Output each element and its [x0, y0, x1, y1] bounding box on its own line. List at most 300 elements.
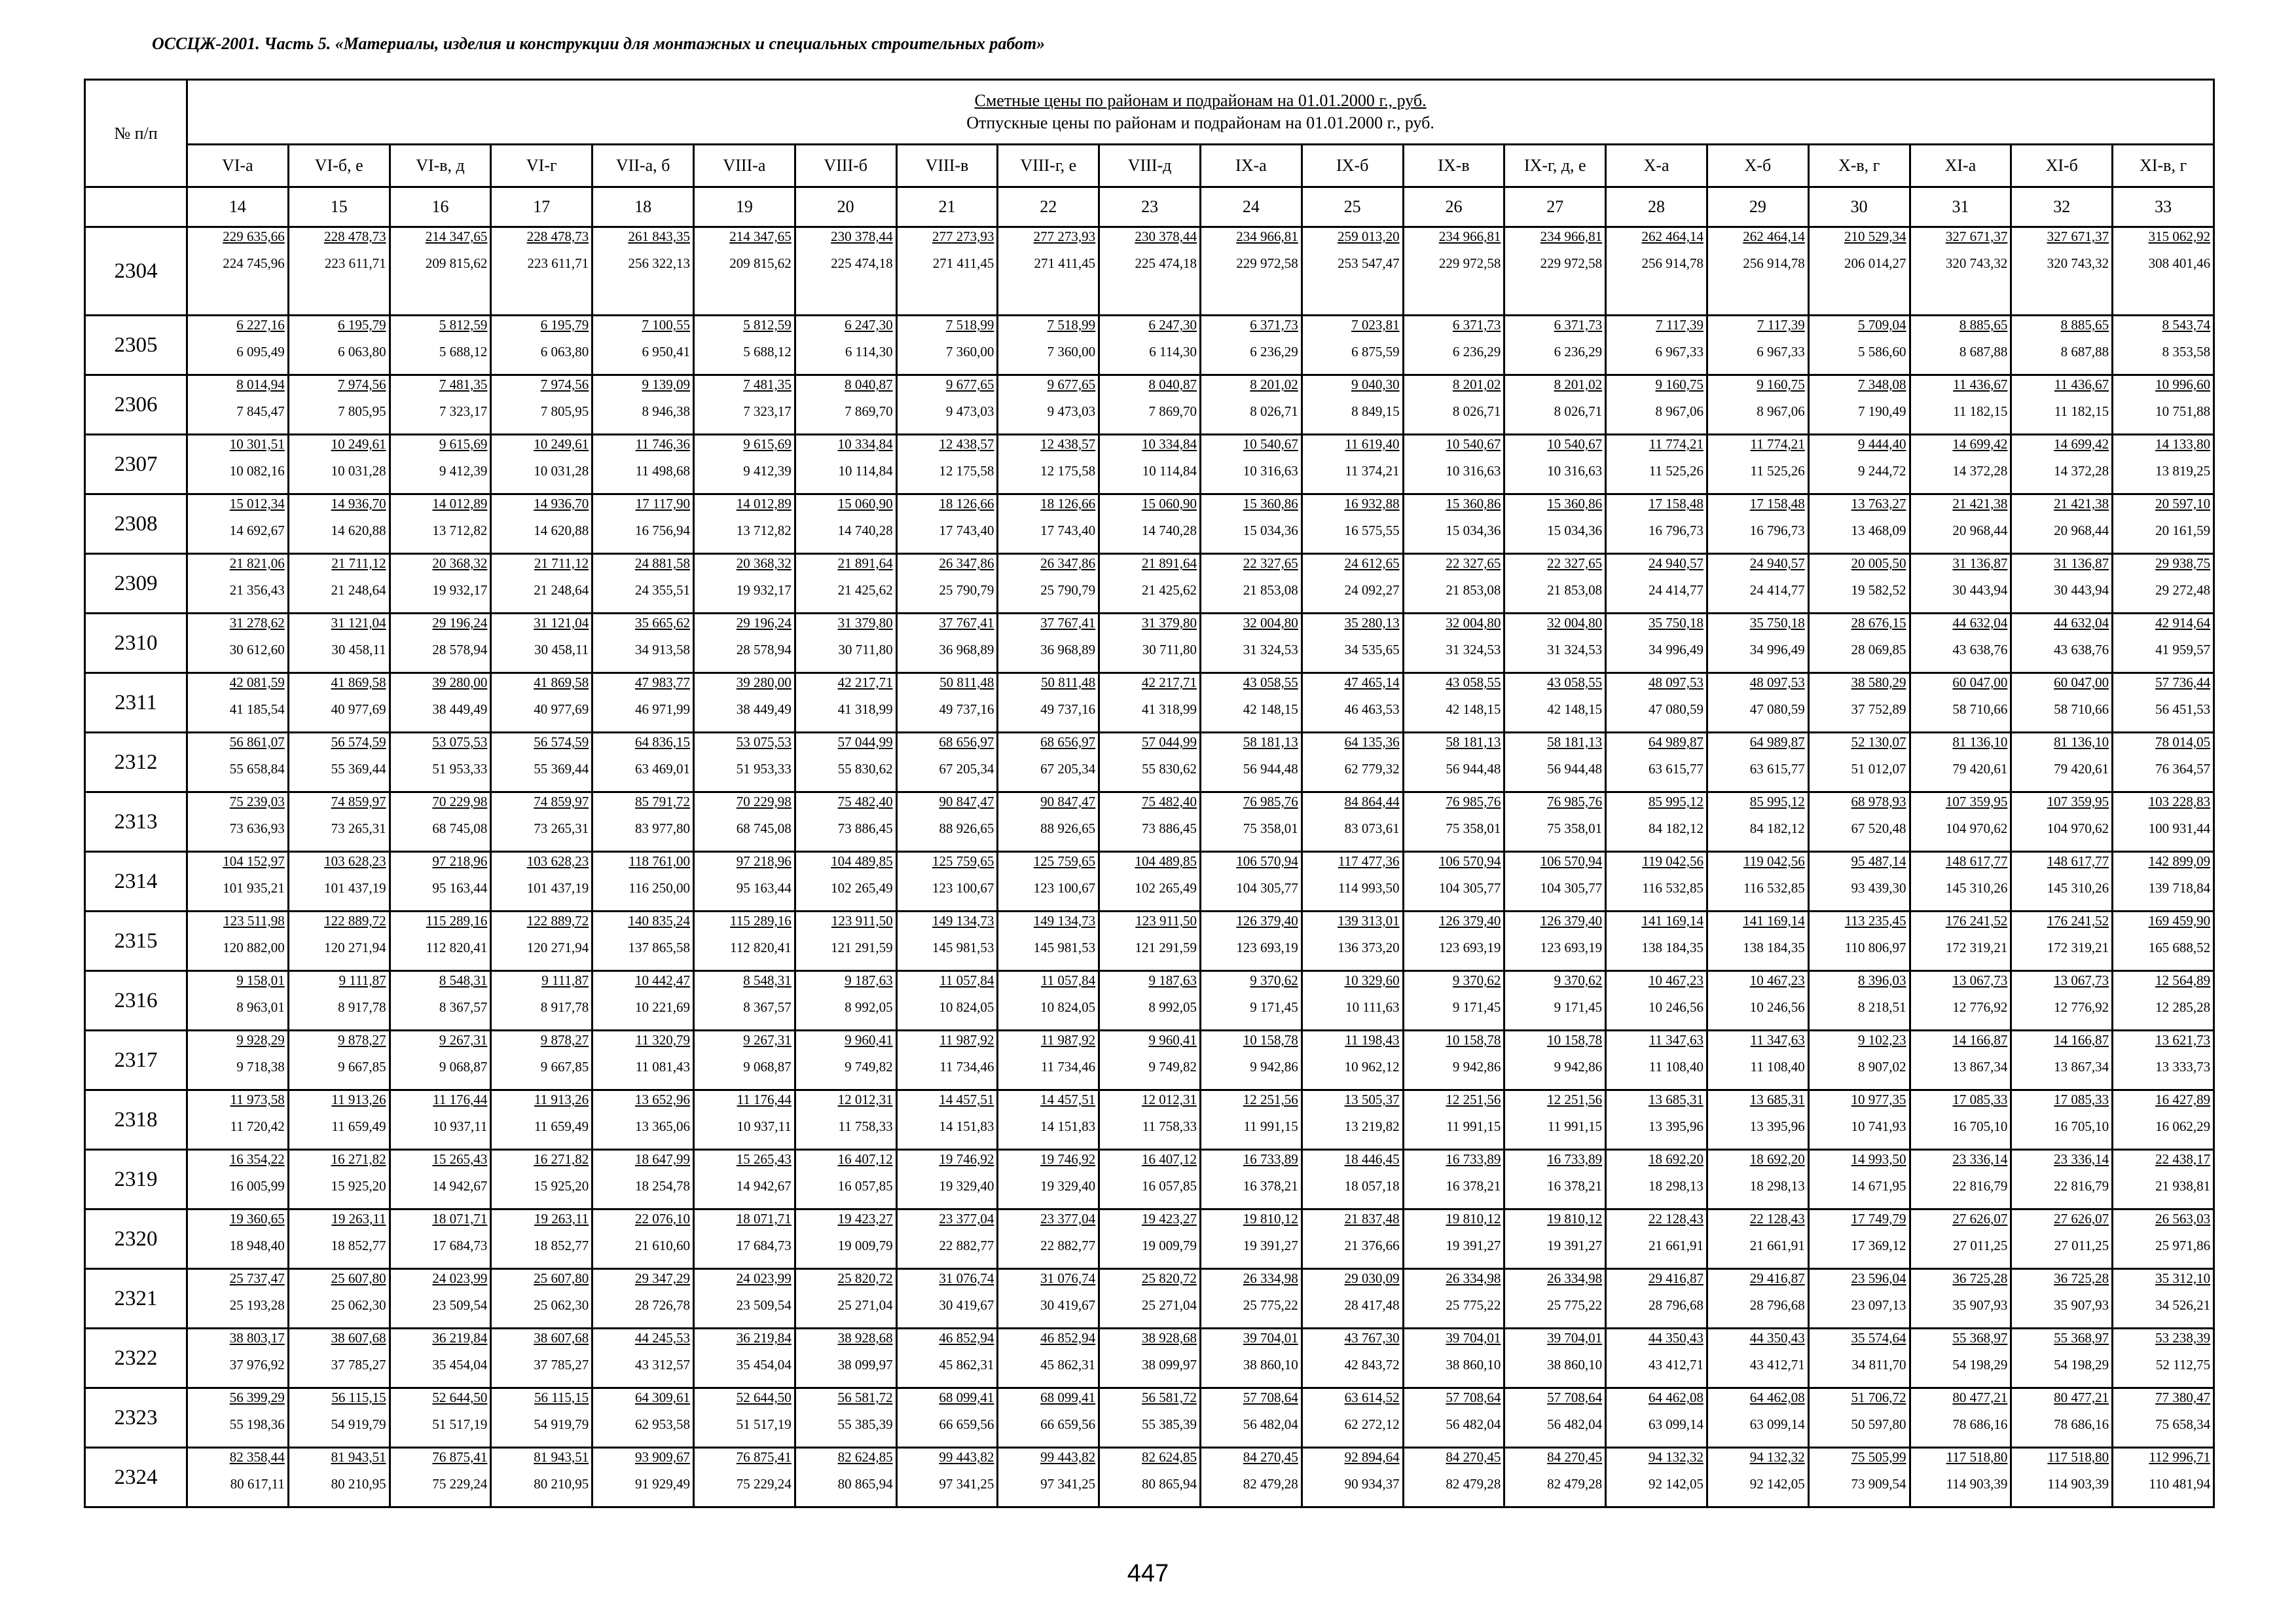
estimated-price: 11 347,63 [1750, 1032, 1805, 1048]
price-cell [2011, 1388, 2113, 1448]
estimated-price: 24 881,58 [634, 555, 690, 571]
table-row [85, 1329, 2214, 1388]
wholesale-price: 8 967,06 [1757, 403, 1805, 419]
wholesale-price: 13 867,34 [2054, 1059, 2109, 1075]
wholesale-price: 19 009,79 [837, 1238, 893, 1253]
wholesale-price: 14 620,88 [534, 523, 589, 538]
wholesale-price: 14 671,95 [1851, 1178, 1906, 1194]
price-cell [998, 227, 1099, 316]
estimated-price: 210 529,34 [1844, 229, 1906, 244]
price-cell [288, 1269, 390, 1329]
price-cell [795, 554, 896, 614]
estimated-price: 42 217,71 [1141, 674, 1197, 690]
price-cell [2113, 435, 2214, 494]
estimated-price: 176 241,52 [1945, 913, 2008, 929]
price-cell [288, 733, 390, 792]
price-cell [693, 1090, 795, 1150]
wholesale-price: 38 860,10 [1446, 1357, 1501, 1373]
wholesale-price: 16 005,99 [229, 1178, 285, 1194]
table-row [85, 554, 2214, 614]
wholesale-price: 25 790,79 [939, 582, 994, 598]
price-cell [288, 375, 390, 435]
price-cell [2011, 733, 2113, 792]
price-cell [998, 673, 1099, 733]
estimated-price: 13 067,73 [2054, 972, 2109, 988]
estimated-price: 70 229,98 [736, 794, 792, 809]
estimated-price: 22 327,65 [1243, 555, 1298, 571]
wholesale-price: 145 310,26 [2047, 880, 2109, 896]
estimated-price: 47 465,14 [1344, 674, 1400, 690]
estimated-price: 141 169,14 [1641, 913, 1704, 929]
wholesale-price: 19 329,40 [939, 1178, 994, 1194]
price-cell [1200, 971, 1302, 1031]
estimated-price: 7 974,56 [338, 377, 386, 392]
wholesale-price: 56 482,04 [1446, 1416, 1501, 1432]
wholesale-price: 8 218,51 [1858, 999, 1906, 1015]
estimated-price: 27 626,07 [1952, 1211, 2008, 1227]
estimated-price: 9 615,69 [439, 436, 488, 452]
price-cell [1403, 375, 1504, 435]
estimated-price: 9 960,41 [1148, 1032, 1197, 1048]
estimated-price: 10 977,35 [1851, 1092, 1906, 1107]
wholesale-price: 229 972,58 [1438, 255, 1501, 271]
price-cell [693, 673, 795, 733]
table-row [85, 733, 2214, 792]
estimated-price: 58 181,13 [1547, 734, 1603, 750]
wholesale-price: 5 688,12 [743, 344, 792, 360]
wholesale-price: 100 931,44 [2148, 821, 2211, 836]
wholesale-price: 31 324,53 [1547, 642, 1603, 657]
price-cell [390, 792, 491, 852]
estimated-price: 99 443,82 [1040, 1449, 1096, 1465]
wholesale-price: 229 972,58 [1540, 255, 1603, 271]
wholesale-price: 9 244,72 [1858, 463, 1906, 479]
estimated-price: 43 058,55 [1243, 674, 1298, 690]
price-cell [998, 792, 1099, 852]
column-number: 30 [1808, 187, 1910, 227]
wholesale-price: 16 796,73 [1749, 523, 1805, 538]
wholesale-price: 43 412,71 [1749, 1357, 1805, 1373]
price-cell [1707, 1388, 1808, 1448]
price-cell [1707, 375, 1808, 435]
price-cell [288, 1031, 390, 1090]
estimated-price: 35 312,10 [2155, 1270, 2211, 1286]
price-cell [896, 1448, 998, 1507]
estimated-price: 90 847,47 [1040, 794, 1096, 809]
wholesale-price: 41 318,99 [1141, 701, 1197, 717]
wholesale-price: 19 932,17 [432, 582, 488, 598]
price-cell [390, 435, 491, 494]
wholesale-price: 116 532,85 [1642, 880, 1704, 896]
table-row [85, 912, 2214, 971]
price-cell [2011, 1150, 2113, 1209]
price-cell [491, 614, 592, 673]
price-cell [1099, 1269, 1201, 1329]
price-cell [491, 852, 592, 912]
price-cell [2011, 673, 2113, 733]
price-cell [1606, 1209, 1707, 1269]
estimated-price: 23 336,14 [1952, 1151, 2008, 1167]
estimated-price: 76 985,76 [1243, 794, 1298, 809]
estimated-price: 14 166,87 [1952, 1032, 2008, 1048]
column-number-blank [85, 187, 187, 227]
wholesale-price: 7 869,70 [1148, 403, 1197, 419]
estimated-price: 35 280,13 [1344, 615, 1400, 631]
price-cell [1910, 435, 2011, 494]
wholesale-price: 145 310,26 [1945, 880, 2008, 896]
wholesale-price: 123 693,19 [1236, 940, 1298, 955]
price-cell [2011, 1329, 2113, 1388]
estimated-price: 142 899,09 [2148, 853, 2211, 869]
wholesale-price: 55 385,39 [837, 1416, 893, 1432]
price-cell [1200, 614, 1302, 673]
price-cell [896, 733, 998, 792]
price-cell [1099, 852, 1201, 912]
price-cell [693, 1209, 795, 1269]
wholesale-price: 11 991,15 [1547, 1118, 1603, 1134]
price-cell [1808, 316, 1910, 375]
estimated-price: 327 671,37 [2047, 229, 2109, 244]
price-cell [491, 435, 592, 494]
price-cell [1504, 1269, 1606, 1329]
estimated-price: 10 158,78 [1243, 1032, 1298, 1048]
price-cell [1910, 554, 2011, 614]
wholesale-price: 73 265,31 [534, 821, 589, 836]
table-row [85, 971, 2214, 1031]
wholesale-price: 138 184,35 [1743, 940, 1805, 955]
price-cell [1606, 971, 1707, 1031]
wholesale-price: 45 862,31 [1040, 1357, 1096, 1373]
wholesale-price: 31 324,53 [1243, 642, 1298, 657]
price-cell [998, 1448, 1099, 1507]
column-number: 20 [795, 187, 896, 227]
estimated-price: 214 347,65 [729, 229, 792, 244]
price-cell [1302, 494, 1403, 554]
wholesale-price: 9 068,87 [439, 1059, 488, 1075]
price-cell [187, 554, 289, 614]
region-header: VIII-д [1099, 145, 1201, 187]
wholesale-price: 40 977,69 [534, 701, 589, 717]
wholesale-price: 58 710,66 [2054, 701, 2109, 717]
estimated-price: 119 042,56 [1642, 853, 1704, 869]
wholesale-price: 11 758,33 [1142, 1118, 1197, 1134]
estimated-price: 16 271,82 [534, 1151, 589, 1167]
table-row [85, 1269, 2214, 1329]
column-number: 26 [1403, 187, 1504, 227]
wholesale-price: 116 532,85 [1743, 880, 1805, 896]
wholesale-price: 43 412,71 [1648, 1357, 1704, 1373]
wholesale-price: 14 372,28 [1952, 463, 2008, 479]
price-cell [491, 673, 592, 733]
estimated-price: 22 327,65 [1547, 555, 1603, 571]
estimated-price: 9 677,65 [945, 377, 994, 392]
price-cell [491, 1388, 592, 1448]
wholesale-price: 25 193,28 [229, 1297, 285, 1313]
estimated-price: 81 136,10 [1952, 734, 2008, 750]
estimated-price: 29 196,24 [736, 615, 792, 631]
wholesale-price: 18 948,40 [229, 1238, 285, 1253]
estimated-price: 38 607,68 [331, 1330, 386, 1346]
price-cell [187, 1150, 289, 1209]
price-cell [1606, 852, 1707, 912]
estimated-price: 41 869,58 [331, 674, 386, 690]
wholesale-price: 13 819,25 [2155, 463, 2211, 479]
price-cell [592, 375, 694, 435]
wholesale-price: 229 972,58 [1236, 255, 1298, 271]
estimated-price: 149 134,73 [932, 913, 994, 929]
price-cell [1606, 912, 1707, 971]
price-cell [1200, 1031, 1302, 1090]
wholesale-price: 13 395,96 [1648, 1118, 1704, 1134]
wholesale-price: 82 479,28 [1547, 1476, 1603, 1492]
price-cell [1606, 227, 1707, 316]
estimated-price: 44 350,43 [1749, 1330, 1805, 1346]
table-row [85, 1388, 2214, 1448]
table-row [85, 614, 2214, 673]
estimated-price: 47 983,77 [634, 674, 690, 690]
wholesale-price: 75 229,24 [432, 1476, 488, 1492]
price-cell [1910, 227, 2011, 316]
estimated-price: 57 708,64 [1243, 1390, 1298, 1405]
price-cell [1910, 375, 2011, 435]
wholesale-price: 13 468,09 [1851, 523, 1906, 538]
wholesale-price: 24 414,77 [1749, 582, 1805, 598]
price-cell [288, 316, 390, 375]
estimated-price: 234 966,81 [1236, 229, 1298, 244]
column-number: 16 [390, 187, 491, 227]
wholesale-price: 43 312,57 [634, 1357, 690, 1373]
price-cell [2113, 673, 2214, 733]
estimated-price: 9 187,63 [1148, 972, 1197, 988]
estimated-price: 42 914,64 [2155, 615, 2211, 631]
estimated-price: 17 085,33 [2054, 1092, 2109, 1107]
price-cell [1504, 554, 1606, 614]
estimated-price: 169 459,90 [2148, 913, 2211, 929]
wholesale-price: 13 395,96 [1749, 1118, 1805, 1134]
price-cell [2113, 316, 2214, 375]
wholesale-price: 76 364,57 [2155, 761, 2211, 777]
wholesale-price: 21 853,08 [1446, 582, 1501, 598]
wholesale-price: 16 575,55 [1344, 523, 1400, 538]
price-cell [1403, 614, 1504, 673]
column-number: 18 [592, 187, 694, 227]
estimated-price: 26 347,86 [939, 555, 994, 571]
price-cell [2113, 1150, 2214, 1209]
row-number: 2321 [85, 1269, 187, 1329]
wholesale-price: 14 372,28 [2054, 463, 2109, 479]
price-cell [998, 1090, 1099, 1150]
price-cell [1707, 1329, 1808, 1388]
estimated-price: 7 100,55 [642, 317, 690, 333]
wholesale-price: 24 092,27 [1344, 582, 1400, 598]
estimated-price: 8 014,94 [236, 377, 285, 392]
estimated-price: 6 247,30 [1148, 317, 1197, 333]
price-cell [1606, 435, 1707, 494]
wholesale-price: 24 414,77 [1648, 582, 1704, 598]
estimated-price: 31 379,80 [837, 615, 893, 631]
estimated-price: 10 301,51 [229, 436, 285, 452]
wholesale-price: 79 420,61 [2054, 761, 2109, 777]
price-cell [1200, 912, 1302, 971]
estimated-price: 229 635,66 [223, 229, 285, 244]
price-cell [693, 614, 795, 673]
price-cell [390, 1031, 491, 1090]
estimated-price: 29 416,87 [1749, 1270, 1805, 1286]
estimated-price: 20 368,32 [432, 555, 488, 571]
estimated-price: 99 443,82 [939, 1449, 994, 1465]
estimated-price: 9 615,69 [743, 436, 792, 452]
estimated-price: 26 334,98 [1243, 1270, 1298, 1286]
price-cell [1504, 1388, 1606, 1448]
estimated-price: 92 894,64 [1344, 1449, 1400, 1465]
price-cell [1606, 1090, 1707, 1150]
wholesale-price: 223 611,71 [527, 255, 589, 271]
wholesale-price: 66 659,56 [1040, 1416, 1096, 1432]
estimated-price: 139 313,01 [1338, 913, 1400, 929]
wholesale-price: 8 353,58 [2162, 344, 2211, 360]
price-cell [390, 673, 491, 733]
price-cell [1707, 1448, 1808, 1507]
estimated-price: 14 166,87 [2054, 1032, 2109, 1048]
wholesale-price: 116 250,00 [629, 880, 690, 896]
estimated-price: 70 229,98 [432, 794, 488, 809]
wholesale-price: 11 659,49 [331, 1118, 386, 1134]
price-cell [998, 971, 1099, 1031]
price-cell [2011, 1269, 2113, 1329]
price-cell [1403, 1448, 1504, 1507]
price-cell [1910, 1388, 2011, 1448]
price-cell [1808, 733, 1910, 792]
price-cell [896, 1269, 998, 1329]
region-header: VIII-г, е [998, 145, 1099, 187]
price-cell [1606, 1269, 1707, 1329]
estimated-price: 103 228,83 [2148, 794, 2211, 809]
estimated-price: 56 581,72 [837, 1390, 893, 1405]
estimated-price: 20 368,32 [736, 555, 792, 571]
estimated-price: 8 201,02 [1250, 377, 1298, 392]
estimated-price: 51 706,72 [1851, 1390, 1906, 1405]
price-cell [1707, 1209, 1808, 1269]
wholesale-price: 28 578,94 [432, 642, 488, 657]
table-row [85, 435, 2214, 494]
price-cell [2011, 1090, 2113, 1150]
price-cell [1808, 673, 1910, 733]
price-cell [288, 435, 390, 494]
price-cell [1606, 1031, 1707, 1090]
price-cell [998, 1329, 1099, 1388]
estimated-price: 75 482,40 [837, 794, 893, 809]
price-cell [1403, 1150, 1504, 1209]
estimated-price: 39 704,01 [1547, 1330, 1603, 1346]
price-cell [288, 1150, 390, 1209]
estimated-price: 104 489,85 [1135, 853, 1197, 869]
wholesale-price: 35 907,93 [1952, 1297, 2008, 1313]
estimated-price: 9 370,62 [1554, 972, 1603, 988]
estimated-price: 68 656,97 [939, 734, 994, 750]
estimated-price: 16 427,89 [2155, 1092, 2211, 1107]
wholesale-price: 256 914,78 [1641, 255, 1704, 271]
wholesale-price: 112 820,41 [730, 940, 792, 955]
wholesale-price: 9 473,03 [1047, 403, 1096, 419]
price-cell [2113, 494, 2214, 554]
wholesale-price: 58 710,66 [1952, 701, 2008, 717]
price-cell [795, 316, 896, 375]
price-cell [1200, 494, 1302, 554]
wholesale-price: 30 419,67 [1040, 1297, 1096, 1313]
estimated-price: 12 251,56 [1547, 1092, 1603, 1107]
estimated-price: 13 685,31 [1749, 1092, 1805, 1107]
wholesale-price: 55 658,84 [229, 761, 285, 777]
estimated-price: 277 273,93 [932, 229, 994, 244]
wholesale-price: 7 869,70 [845, 403, 893, 419]
page-number: 447 [1127, 1560, 1169, 1587]
wholesale-price: 10 741,93 [1851, 1118, 1906, 1134]
price-cell [998, 1209, 1099, 1269]
price-cell [1808, 1090, 1910, 1150]
estimated-price: 31 076,74 [939, 1270, 994, 1286]
estimated-price: 52 644,50 [432, 1390, 488, 1405]
price-cell [390, 375, 491, 435]
price-cell [1910, 1031, 2011, 1090]
price-cell [1707, 316, 1808, 375]
price-cell [1606, 1150, 1707, 1209]
estimated-price: 21 421,38 [1952, 496, 2008, 511]
wholesale-price: 25 971,86 [2155, 1238, 2211, 1253]
wholesale-price: 91 929,49 [634, 1476, 690, 1492]
wholesale-price: 43 638,76 [2054, 642, 2109, 657]
price-cell [998, 733, 1099, 792]
estimated-price: 14 699,42 [2054, 436, 2109, 452]
wholesale-price: 112 820,41 [426, 940, 488, 955]
estimated-price: 106 570,94 [1438, 853, 1501, 869]
estimated-price: 103 628,23 [324, 853, 386, 869]
price-cell [491, 316, 592, 375]
price-cell [2011, 554, 2113, 614]
wholesale-price: 38 099,97 [1141, 1357, 1197, 1373]
price-cell [1403, 1209, 1504, 1269]
estimated-price: 9 267,31 [743, 1032, 792, 1048]
column-number: 28 [1606, 187, 1707, 227]
price-cell [491, 1031, 592, 1090]
price-cell [592, 1388, 694, 1448]
estimated-price: 9 187,63 [845, 972, 893, 988]
wholesale-price: 16 057,85 [1141, 1178, 1197, 1194]
wholesale-price: 21 248,64 [534, 582, 589, 598]
estimated-price: 6 371,73 [1554, 317, 1603, 333]
estimated-price: 14 012,89 [432, 496, 488, 511]
estimated-price: 68 099,41 [939, 1390, 994, 1405]
table-row [85, 494, 2214, 554]
wholesale-price: 9 942,86 [1250, 1059, 1298, 1075]
estimated-price: 10 540,67 [1446, 436, 1501, 452]
estimated-price: 94 132,32 [1648, 1449, 1704, 1465]
wholesale-price: 37 752,89 [1851, 701, 1906, 717]
wholesale-price: 80 210,95 [534, 1476, 589, 1492]
price-cell [1808, 1388, 1910, 1448]
estimated-price: 18 647,99 [634, 1151, 690, 1167]
wholesale-price: 82 479,28 [1243, 1476, 1298, 1492]
estimated-price: 6 371,73 [1452, 317, 1501, 333]
wholesale-price: 67 205,34 [1040, 761, 1096, 777]
price-cell [1302, 1209, 1403, 1269]
price-cell [1099, 554, 1201, 614]
price-cell [288, 912, 390, 971]
price-cell [2011, 614, 2113, 673]
wholesale-price: 104 305,77 [1438, 880, 1501, 896]
estimated-price: 29 416,87 [1648, 1270, 1704, 1286]
price-cell [1302, 1388, 1403, 1448]
estimated-price: 23 377,04 [1040, 1211, 1096, 1227]
